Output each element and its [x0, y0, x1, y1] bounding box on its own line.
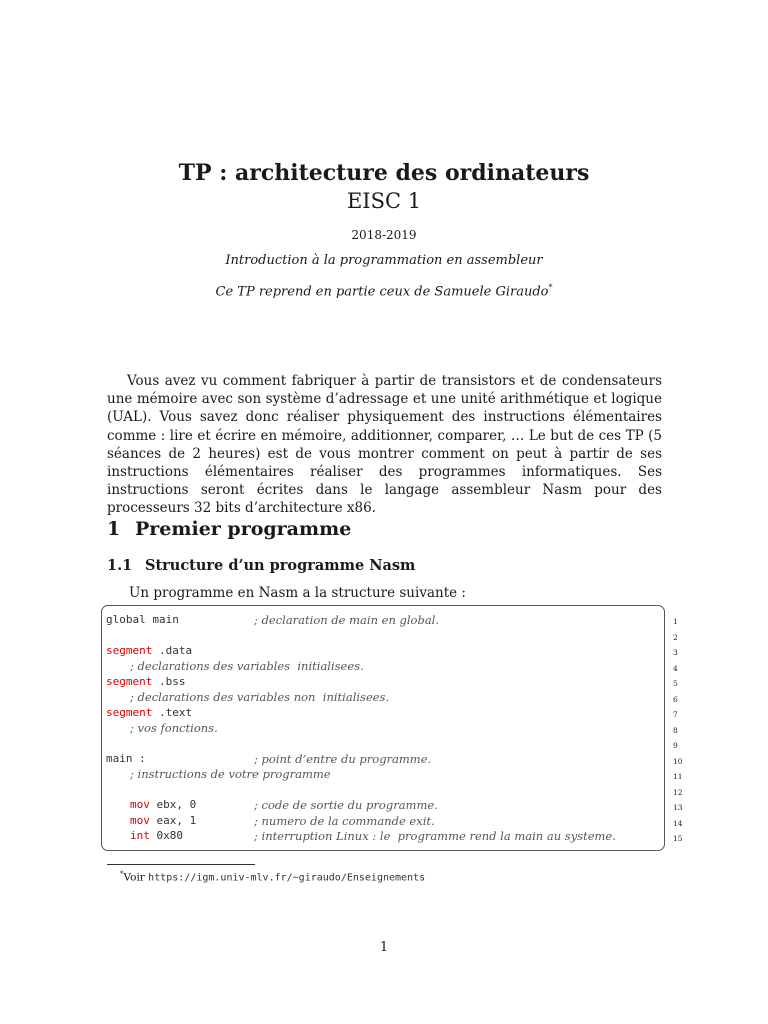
- code-lead-text: Un programme en Nasm a la structure suivante :: [129, 585, 466, 601]
- code-comment: ; declarations des variables initialisees.: [130, 659, 364, 673]
- code-text: eax, 1: [149, 814, 197, 827]
- line-number: 14: [673, 819, 683, 828]
- code-line: [106, 752, 432, 768]
- intro-paragraph: [107, 372, 662, 518]
- code-comment: ; point d’entre du programme.: [254, 752, 432, 766]
- section-title: Premier programme: [135, 518, 352, 540]
- footnote-text: Voir: [123, 871, 145, 884]
- code-comment: ; declaration de main en global.: [254, 613, 440, 627]
- code-text: .data: [152, 644, 193, 657]
- code-line: [130, 659, 364, 675]
- academic-year: 2018-2019: [351, 228, 417, 242]
- line-number: 15: [673, 834, 683, 843]
- credit-text: Ce TP reprend en partie ceux de Samuele Giraudo: [215, 284, 549, 300]
- code-keyword: segment: [106, 706, 153, 719]
- line-number: 9: [673, 741, 678, 750]
- code-comment: ; instructions de votre programme: [130, 767, 331, 781]
- line-number: 4: [673, 664, 678, 673]
- line-number: 3: [673, 648, 678, 657]
- code-text: global main: [106, 613, 179, 626]
- code-keyword: segment: [106, 644, 153, 657]
- code-keyword: segment: [106, 675, 153, 688]
- code-comment: ; vos fonctions.: [130, 721, 218, 735]
- page-number: 1: [379, 940, 389, 955]
- subsection-heading: [107, 557, 415, 574]
- subsection-number: 1.1: [107, 557, 133, 574]
- code-text: 0x80: [149, 829, 183, 842]
- line-number: 6: [673, 695, 678, 704]
- intro-paragraph-text: Vous avez vu comment fabriquer à partir de transistors et de condensateurs une mémoire avec son système d’adressage et une unité arithmétique et logique (UAL). Vous savez donc réaliser physiquement des instructions élémentaires comme : lire et écrire en mémoire, additionner, comparer, … Le but de ces TP (5 séances de 2 heures) est de vous montrer comment on peut à partir de ses instructions élémentaires réaliser des programmes informatiques. Ses instructions seront écrites dans le langage assembleur Nasm pour des processeurs 32 bits d’architecture x86.: [107, 373, 662, 517]
- line-number: 7: [673, 710, 678, 719]
- code-keyword: mov: [130, 814, 150, 827]
- code-line: [106, 644, 192, 660]
- code-text: main :: [106, 752, 146, 765]
- code-line: [130, 798, 438, 814]
- document-credit: [0, 283, 768, 299]
- footnote-mark: *: [548, 283, 553, 292]
- code-line: [130, 721, 218, 737]
- code-line: [106, 613, 440, 629]
- code-line: [130, 814, 435, 830]
- code-keyword: int: [130, 829, 150, 842]
- footnote-link[interactable]: https://igm.univ-mlv.fr/~giraudo/Enseignements: [148, 872, 426, 884]
- code-comment: ; interruption Linux : le programme rend la main au systeme.: [254, 829, 616, 843]
- code-text: ebx, 0: [149, 798, 197, 811]
- section-heading: [107, 518, 351, 540]
- footnote-rule: [107, 864, 255, 865]
- code-keyword: mov: [130, 798, 150, 811]
- footnote-mark: *: [120, 870, 124, 878]
- code-line: [130, 767, 331, 783]
- section-number: 1: [107, 518, 121, 540]
- line-number: 12: [673, 788, 683, 797]
- code-line: [106, 675, 185, 691]
- document-title: TP : architecture des ordinateurs: [178, 160, 590, 186]
- code-text: .text: [152, 706, 193, 719]
- document-intro: Introduction à la programmation en assembleur: [225, 253, 543, 268]
- line-number: 5: [673, 679, 678, 688]
- line-number: 1: [673, 617, 678, 626]
- document-subtitle: EISC 1: [346, 189, 422, 213]
- line-number: 8: [673, 726, 678, 735]
- line-number: 11: [673, 772, 683, 781]
- line-number: 2: [673, 633, 678, 642]
- code-line: [106, 706, 192, 722]
- code-comment: ; declarations des variables non initialisees.: [130, 690, 390, 704]
- code-line: [130, 829, 616, 845]
- code-line: [130, 690, 389, 706]
- code-comment: ; numero de la commande exit.: [254, 814, 435, 828]
- footnote: [120, 870, 425, 884]
- line-number: 10: [673, 757, 683, 766]
- subsection-title: Structure d’un programme Nasm: [145, 557, 416, 574]
- code-comment: ; code de sortie du programme.: [254, 798, 438, 812]
- code-text: .bss: [152, 675, 186, 688]
- line-number: 13: [673, 803, 683, 812]
